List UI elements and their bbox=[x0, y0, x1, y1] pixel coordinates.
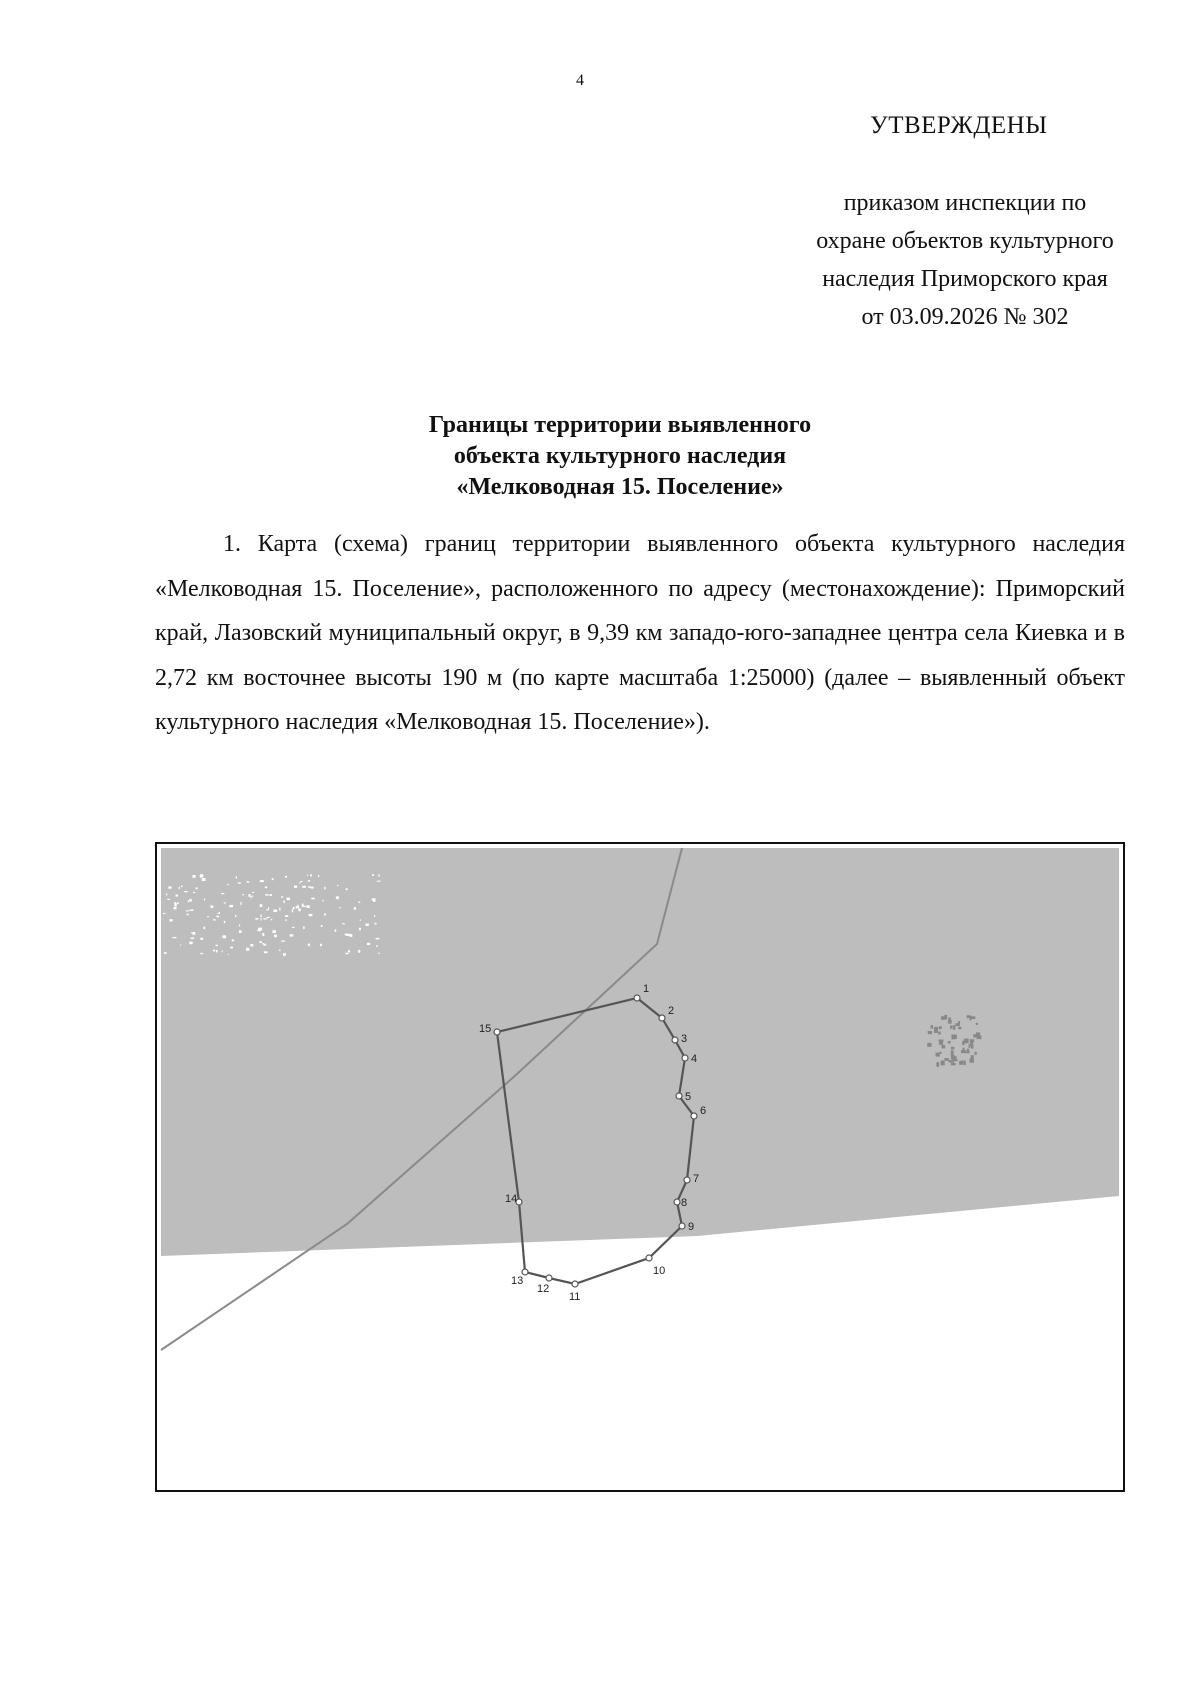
boundary-point-label: 1 bbox=[643, 983, 650, 995]
map-speckle bbox=[377, 881, 380, 882]
boundary-point-marker bbox=[546, 1275, 552, 1281]
map-speckle bbox=[950, 1025, 953, 1028]
map-speckle bbox=[308, 880, 310, 881]
map-speckle bbox=[285, 915, 288, 917]
map-speckle bbox=[970, 1058, 974, 1062]
map-speckle bbox=[262, 943, 264, 944]
map-speckle bbox=[219, 912, 220, 914]
map-speckle bbox=[207, 916, 209, 917]
map-speckle bbox=[173, 907, 176, 909]
map-speckle bbox=[944, 1015, 947, 1020]
page-number: 4 bbox=[576, 72, 584, 89]
map-speckle bbox=[285, 876, 287, 878]
map-speckle bbox=[936, 1053, 940, 1057]
map-speckle bbox=[229, 905, 233, 907]
map-speckle bbox=[939, 1039, 944, 1041]
title-line: Границы территории выявленного bbox=[428, 412, 812, 438]
map-speckle bbox=[200, 938, 203, 940]
map-speckle bbox=[191, 937, 195, 939]
map-speckle bbox=[180, 944, 181, 945]
map-speckle bbox=[309, 914, 313, 916]
map-speckle bbox=[945, 1058, 949, 1061]
map-speckle bbox=[177, 902, 179, 904]
map-speckle bbox=[938, 1032, 941, 1035]
map-speckle bbox=[167, 899, 170, 900]
map-speckle bbox=[260, 904, 263, 907]
map-speckle bbox=[964, 1061, 966, 1065]
map-speckle bbox=[969, 1044, 971, 1048]
map-speckle bbox=[348, 950, 350, 952]
map-speckle bbox=[374, 915, 375, 917]
map-speckle bbox=[951, 1034, 954, 1039]
map-speckle bbox=[372, 898, 376, 900]
map-speckle bbox=[168, 886, 171, 888]
map-speckle bbox=[163, 913, 165, 914]
map-speckle bbox=[181, 886, 182, 888]
map-speckle bbox=[196, 887, 198, 889]
map-speckle bbox=[213, 919, 216, 920]
map-speckle bbox=[975, 1052, 977, 1055]
approval-line: охране объектов культурного bbox=[816, 228, 1114, 254]
map-speckle bbox=[260, 941, 262, 943]
map-speckle bbox=[257, 930, 260, 931]
map-speckle bbox=[308, 886, 311, 887]
map-speckle bbox=[267, 917, 270, 918]
map-speckle bbox=[238, 882, 241, 883]
map-speckle bbox=[227, 884, 228, 885]
map-speckle bbox=[273, 910, 277, 912]
map-speckle bbox=[958, 1021, 960, 1024]
map-speckle bbox=[247, 881, 250, 882]
boundary-point-marker bbox=[674, 1199, 680, 1205]
map-speckle bbox=[931, 1025, 933, 1029]
boundary-point-marker bbox=[634, 995, 640, 1001]
map-speckle bbox=[230, 947, 233, 949]
map-speckle bbox=[951, 1050, 954, 1055]
map-speckle bbox=[928, 1031, 932, 1033]
map-speckle bbox=[302, 886, 306, 888]
boundary-point-label: 13 bbox=[511, 1275, 524, 1287]
boundary-point-label: 11 bbox=[569, 1291, 581, 1303]
map-speckle bbox=[251, 896, 254, 897]
map-speckle bbox=[260, 918, 261, 921]
map-speckle bbox=[324, 913, 326, 915]
map-speckle bbox=[221, 893, 224, 894]
map-speckle bbox=[188, 900, 189, 902]
map-speckle bbox=[272, 878, 274, 880]
map-speckle bbox=[954, 1056, 957, 1060]
map-speckle bbox=[202, 878, 206, 881]
map-speckle bbox=[950, 1060, 954, 1062]
approval-line: от 03.09.2026 № 302 bbox=[861, 304, 1069, 330]
map-speckle bbox=[372, 874, 374, 876]
map-speckle bbox=[376, 945, 378, 946]
map-speckle bbox=[375, 923, 377, 925]
map-speckle bbox=[204, 898, 205, 900]
map-speckle bbox=[222, 951, 223, 953]
title-line: объекта культурного наследия bbox=[453, 443, 787, 469]
map-speckle bbox=[359, 928, 361, 930]
map-speckle bbox=[342, 923, 345, 924]
map-speckle bbox=[186, 910, 189, 911]
map-speckle bbox=[358, 950, 360, 953]
boundary-point-label: 15 bbox=[479, 1023, 492, 1035]
map-speckle bbox=[337, 885, 338, 886]
body-paragraph: 1. Карта (схема) границ территории выявленного объекта культурного наследия «Мелководная 15. Поселение», расположенного по адресу (местонахождение): Приморский край, Лазовский муниципальный округ, в 9,39 км западо-юго-западнее центра села Киевка и в 2,72 км восточнее высоты 190 м (по карте масштаба 1:25000) (далее – выявленный объект культурного наследия «Мелководная 15. Поселение»). bbox=[155, 531, 1125, 735]
map-speckle bbox=[169, 919, 172, 921]
map-canvas bbox=[157, 844, 1123, 1490]
map-speckle bbox=[271, 919, 272, 920]
boundary-point-marker bbox=[672, 1037, 678, 1043]
map-speckle bbox=[378, 953, 380, 954]
boundary-point-marker bbox=[494, 1029, 500, 1035]
map-speckle bbox=[250, 897, 251, 899]
map-speckle bbox=[321, 925, 323, 927]
boundary-map bbox=[155, 842, 1125, 1492]
map-speckle bbox=[216, 916, 219, 917]
map-speckle bbox=[345, 953, 348, 954]
map-speckle bbox=[939, 1026, 942, 1029]
map-speckle bbox=[346, 888, 348, 890]
boundary-point-marker bbox=[691, 1113, 697, 1119]
map-speckle bbox=[959, 1061, 961, 1065]
map-speckle bbox=[300, 881, 302, 882]
map-speckle bbox=[203, 927, 205, 929]
map-speckle bbox=[302, 906, 306, 907]
map-speckle bbox=[213, 950, 215, 952]
map-speckle bbox=[285, 919, 286, 921]
map-speckle bbox=[951, 1047, 955, 1050]
boundary-point-marker bbox=[684, 1177, 690, 1183]
map-speckle bbox=[236, 876, 237, 878]
boundary-point-label: 3 bbox=[681, 1033, 688, 1045]
map-speckle bbox=[948, 1017, 950, 1022]
map-speckle bbox=[224, 921, 225, 923]
map-speckle bbox=[248, 894, 250, 897]
boundary-point-marker bbox=[679, 1223, 685, 1229]
boundary-point-label: 8 bbox=[681, 1197, 688, 1209]
map-speckle bbox=[307, 905, 310, 908]
approval-title: УТВЕРЖДЕНЫ bbox=[870, 112, 1048, 139]
boundary-point-label: 9 bbox=[688, 1221, 695, 1233]
map-speckle bbox=[358, 902, 360, 903]
map-speckle bbox=[266, 909, 268, 910]
map-speckle bbox=[255, 918, 258, 920]
boundary-point-marker bbox=[659, 1015, 665, 1021]
map-speckle bbox=[934, 1029, 938, 1033]
map-speckle bbox=[210, 905, 213, 907]
map-speckle bbox=[265, 887, 267, 889]
map-speckle bbox=[967, 1015, 970, 1018]
map-speckle bbox=[310, 874, 312, 876]
map-speckle bbox=[298, 909, 300, 912]
map-speckle bbox=[311, 887, 314, 889]
map-speckle bbox=[958, 1027, 961, 1030]
map-speckle bbox=[261, 915, 262, 918]
map-speckle bbox=[272, 930, 275, 933]
map-speckle bbox=[216, 950, 218, 952]
approval-line: приказом инспекции по bbox=[843, 190, 1087, 216]
map-speckle bbox=[192, 932, 195, 935]
map-speckle bbox=[189, 899, 191, 902]
map-speckle bbox=[222, 935, 226, 938]
map-speckle bbox=[216, 945, 218, 946]
boundary-point-label: 7 bbox=[693, 1173, 700, 1185]
map-speckle bbox=[347, 934, 350, 936]
map-speckle bbox=[232, 939, 234, 941]
map-speckle bbox=[367, 943, 370, 945]
boundary-point-label: 5 bbox=[685, 1091, 692, 1103]
map-speckle bbox=[307, 875, 308, 876]
map-speckle bbox=[281, 896, 283, 897]
map-speckle bbox=[335, 929, 337, 931]
boundary-point-marker bbox=[676, 1093, 682, 1099]
map-speckle bbox=[246, 948, 249, 951]
map-speckle bbox=[175, 895, 177, 897]
approval-block bbox=[780, 184, 1150, 336]
approval-line: наследия Приморского края bbox=[822, 266, 1108, 292]
map-speckle bbox=[322, 900, 323, 902]
map-speckle bbox=[354, 907, 356, 910]
map-speckle bbox=[240, 902, 241, 905]
map-speckle bbox=[252, 892, 254, 893]
map-speckle bbox=[235, 915, 236, 917]
map-speckle bbox=[262, 933, 264, 936]
map-speckle bbox=[311, 898, 314, 900]
map-speckle bbox=[164, 952, 167, 953]
boundary-point-marker bbox=[682, 1055, 688, 1061]
map-speckle bbox=[378, 874, 379, 876]
map-speckle bbox=[961, 1050, 966, 1053]
map-speckle bbox=[970, 1039, 974, 1042]
map-speckle bbox=[218, 913, 219, 914]
map-speckle bbox=[953, 1025, 955, 1030]
map-speckle bbox=[274, 935, 277, 938]
map-speckle bbox=[971, 1016, 975, 1019]
map-speckle bbox=[283, 953, 286, 956]
map-speckle bbox=[174, 902, 176, 905]
boundary-point-label: 10 bbox=[653, 1265, 666, 1277]
map-speckle bbox=[294, 885, 297, 887]
map-speckle bbox=[966, 1051, 970, 1053]
map-speckle bbox=[172, 937, 176, 938]
map-speckle bbox=[200, 874, 204, 877]
map-speckle bbox=[941, 1045, 945, 1048]
map-speckle bbox=[303, 926, 305, 929]
map-speckle bbox=[340, 907, 341, 908]
map-speckle bbox=[166, 894, 167, 896]
map-speckle bbox=[250, 944, 253, 946]
boundary-point-label: 12 bbox=[537, 1283, 550, 1295]
map-speckle bbox=[264, 951, 268, 953]
map-speckle bbox=[969, 1016, 971, 1021]
map-speckle bbox=[365, 924, 368, 926]
map-speckle bbox=[939, 1041, 943, 1045]
document-title bbox=[330, 410, 910, 503]
map-speckle bbox=[336, 896, 339, 899]
map-speckle bbox=[293, 907, 295, 910]
map-speckle bbox=[239, 930, 242, 933]
map-speckle bbox=[936, 1062, 939, 1067]
map-speckle bbox=[350, 934, 353, 937]
boundary-point-label: 14 bbox=[505, 1193, 518, 1205]
map-speckle bbox=[287, 898, 290, 901]
map-speckle bbox=[941, 1062, 944, 1065]
map-speckle bbox=[265, 894, 268, 896]
map-speckle bbox=[239, 924, 240, 926]
map-speckle bbox=[964, 1039, 969, 1044]
map-speckle bbox=[324, 887, 325, 890]
boundary-point-label: 4 bbox=[691, 1053, 698, 1065]
map-speckle bbox=[320, 944, 322, 946]
map-speckle bbox=[977, 1035, 982, 1039]
boundary-point-label: 2 bbox=[668, 1005, 675, 1017]
map-speckle bbox=[971, 1044, 973, 1048]
map-speckle bbox=[283, 900, 284, 903]
map-speckle bbox=[224, 902, 226, 903]
map-speckle bbox=[951, 1063, 956, 1065]
map-speckle bbox=[200, 953, 202, 954]
map-speckle bbox=[242, 894, 244, 895]
boundary-point-marker bbox=[646, 1255, 652, 1261]
map-speckle bbox=[192, 875, 195, 878]
map-speckle bbox=[948, 1041, 951, 1043]
boundary-point-marker bbox=[572, 1281, 578, 1287]
map-speckle bbox=[228, 954, 229, 955]
map-speckle bbox=[308, 944, 310, 945]
map-speckle bbox=[292, 909, 293, 912]
map-speckle bbox=[296, 906, 299, 908]
map-speckle bbox=[279, 949, 280, 951]
map-speckle bbox=[976, 1023, 978, 1025]
map-speckle bbox=[292, 927, 294, 928]
map-speckle bbox=[187, 914, 189, 915]
map-speckle bbox=[260, 880, 264, 882]
map-speckle bbox=[189, 942, 192, 945]
map-speckle bbox=[258, 928, 262, 931]
map-speckle bbox=[193, 892, 195, 893]
map-speckle bbox=[290, 934, 294, 936]
title-line: «Мелководная 15. Поселение» bbox=[456, 474, 784, 500]
map-speckle bbox=[179, 887, 180, 889]
map-speckle bbox=[318, 875, 319, 877]
map-speckle bbox=[360, 919, 361, 920]
map-speckle bbox=[279, 908, 280, 911]
map-speckle bbox=[281, 940, 285, 941]
map-speckle bbox=[190, 910, 194, 911]
boundary-point-label: 6 bbox=[700, 1105, 707, 1117]
map-speckle bbox=[934, 1027, 938, 1029]
map-speckle bbox=[376, 938, 380, 939]
map-speckle bbox=[270, 894, 272, 896]
map-speckle bbox=[263, 918, 267, 919]
map-speckle bbox=[299, 882, 300, 884]
map-speckle bbox=[927, 1043, 931, 1047]
map-speckle bbox=[184, 891, 187, 892]
map-speckle bbox=[297, 905, 298, 906]
